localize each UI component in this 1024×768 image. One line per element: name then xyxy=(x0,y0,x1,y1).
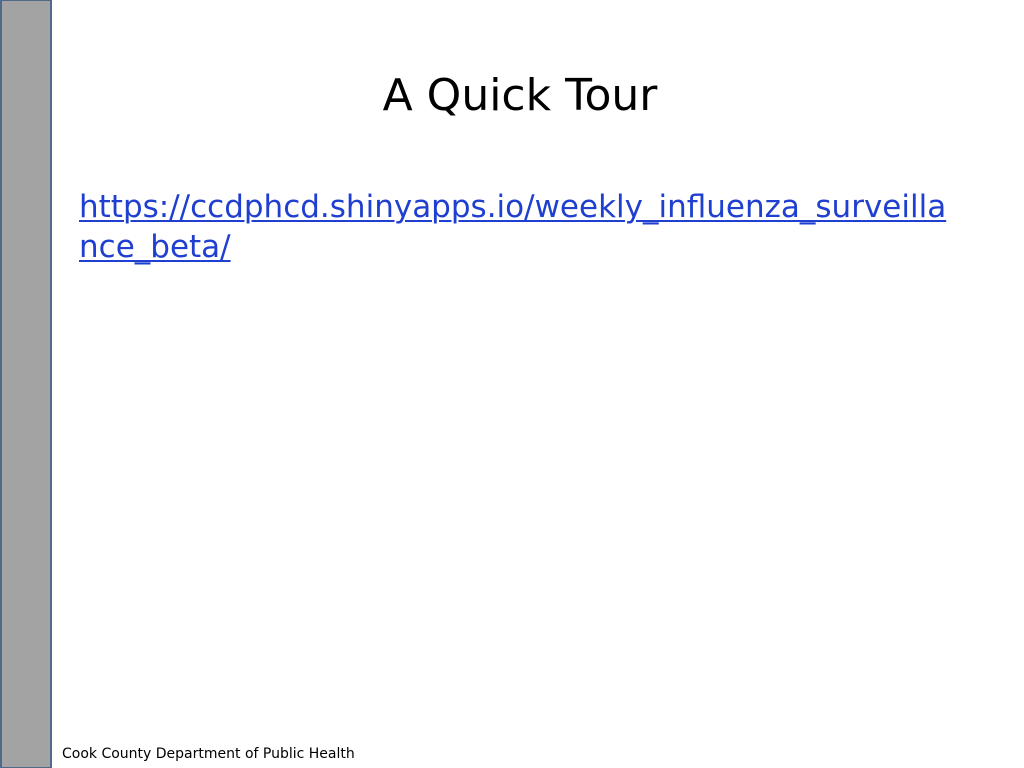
slide-title: A Quick Tour xyxy=(382,70,658,121)
footer-text: Cook County Department of Public Health xyxy=(62,746,355,762)
url-link[interactable]: https://ccdphcd.shinyapps.io/weekly_influenza_surveillance_beta/ xyxy=(79,189,947,265)
link-paragraph xyxy=(79,187,959,267)
